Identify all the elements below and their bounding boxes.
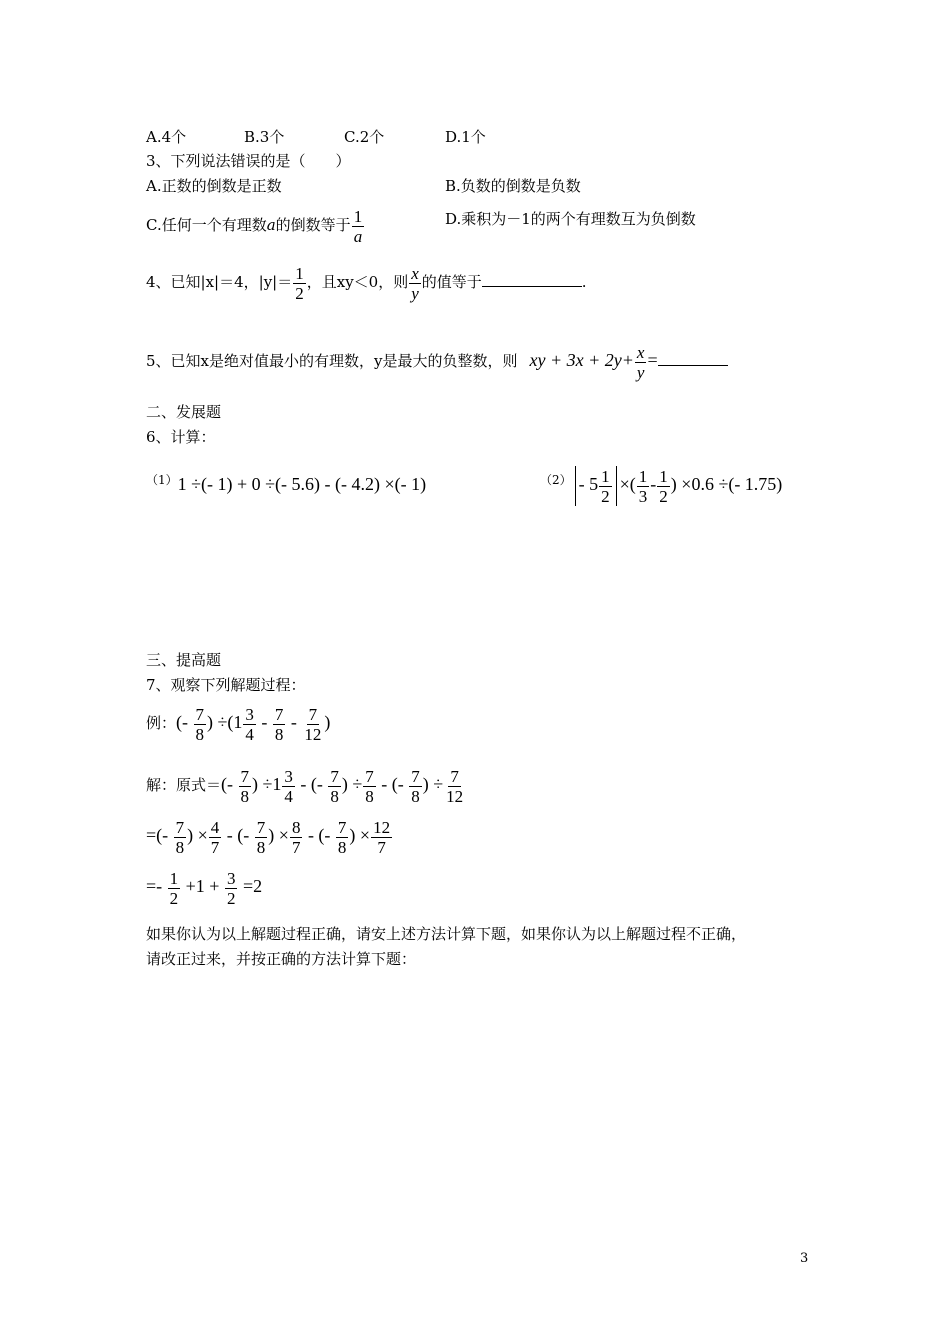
q3-option-c [146,206,365,246]
fraction: $\frac{7}{8}$ [256,817,266,857]
q6-2-label: （2） [540,473,572,487]
frac-numerator: 1 [295,263,304,283]
q6-1-expression: 1 ÷(- 1) + 0 ÷(- 5.6) - (- 4.2) ×(- 1) [177,474,427,494]
solution-line-1: 解：原式＝(- $\frac{7}{8}$ ) ÷1 $\frac{3}{4}$ - (- $\frac{7}{8}$ ) ÷ $\frac{7}{8}$ - (- $\frac{7}{8}$ ) ÷ $\frac{7}{12}$ [146,766,464,806]
q4-text2: ，且xy＜0，则 [306,273,409,291]
example-label: 例： [146,714,177,732]
q4-text3: 的值等于 [421,273,482,291]
q6-part2 [540,463,782,506]
frac-denominator: 2 [659,486,668,506]
solution-line-3: =- $\frac{1}{2}$ +1 + $\frac{3}{2}$ =2 [146,868,263,908]
frac-numerator: 1 [353,206,363,226]
fraction: $\frac{12}{7}$ [373,817,391,857]
fraction: $\frac{7}{8}$ [274,704,284,744]
fraction-one-over-a [352,207,365,246]
conclusion-line-1: 如果你认为以上解题过程正确，请安上述方法计算下题，如果你认为以上解题过程不正确， [146,925,747,943]
q3-option-a: A.正数的倒数是正数 [146,177,282,195]
q3-c-var: a [266,216,276,234]
fraction: $\frac{7}{8}$ [175,817,185,857]
fraction: $\frac{4}{7}$ [210,817,220,857]
q7-stem: 7、观察下列解题过程： [146,676,306,694]
fraction: $\frac{7}{8}$ [195,704,205,744]
fraction: $\frac{1}{2}$ [169,868,179,908]
fraction-one-third [637,467,650,506]
q5-text: 5、已知x是绝对值最小的有理数，y是最大的负整数，则 [146,352,518,370]
fraction: $\frac{3}{4}$ [284,766,293,806]
fraction-one-half [657,467,670,506]
frac-denominator: 2 [295,283,304,303]
q4-end: . [581,273,587,291]
abs-bar-left [575,466,576,506]
q2-option-c: C.2个 [344,128,385,146]
fraction: $\frac{7}{12}$ [304,704,322,744]
q6-2-times: ×( [619,474,636,494]
q4-text1: 4、已知|x|＝4，|y|＝ [146,273,293,291]
solution-line-2: =(- $\frac{7}{8}$ ) × $\frac{4}{7}$ - (- $\frac{7}{8}$ ) × $\frac{8}{7}$ - (- $\frac{7}{8}$ ) × $\frac{12}{7}$ [146,817,391,857]
section-3-title: 三、提高题 [146,651,222,669]
q3-c-text2: 的倒数等于 [275,216,351,234]
solution-label: 解：原式＝ [146,776,222,794]
fraction: $\frac{3}{2}$ [226,868,236,908]
frac-numerator: 1 [659,466,668,486]
q5-equals: = [647,350,658,370]
fraction: $\frac{7}{8}$ [337,817,347,857]
q4-question [146,262,587,303]
page-number: 3 [800,1251,809,1266]
fraction: $\frac{7}{8}$ [411,766,420,806]
frac-denominator: y [411,283,419,303]
frac-numerator: x [411,263,419,283]
q2-option-b: B.3个 [244,128,285,146]
fraction: $\frac{3}{4}$ [245,704,254,744]
q3-stem: 3、下列说法错误的是（ ） [146,152,351,170]
section-2-title: 二、发展题 [146,403,222,421]
frac-denominator: a [353,226,363,246]
fraction-one-half [293,264,306,303]
frac-numerator: x [636,342,645,362]
q5-question [146,338,728,383]
fraction: $\frac{7}{8}$ [365,766,374,806]
frac-denominator: y [636,362,645,382]
fraction-x-over-y [409,264,421,303]
q6-1-label: （1） [146,473,178,487]
q3-c-text: C.任何一个有理数 [146,216,267,234]
q6-stem: 6、计算： [146,428,216,446]
conclusion-line-2: 请改正过来，并按正确的方法计算下题： [146,950,417,968]
q5-answer-blank[interactable] [658,365,728,366]
frac-numerator: 1 [601,466,610,486]
q6-2-minus2: - [650,474,657,494]
fraction: $\frac{8}{7}$ [291,817,301,857]
frac-numerator: 1 [638,466,648,486]
q6-2-tail: ) ×0.6 ÷(- 1.75) [670,474,783,494]
q3-option-b: B.负数的倒数是负数 [445,177,581,195]
q6-2-minus: - 5 [578,474,599,494]
frac-denominator: 3 [638,486,648,506]
fraction: $\frac{7}{8}$ [330,766,339,806]
fraction: $\frac{7}{12}$ [446,766,464,806]
frac-denominator: 2 [601,486,610,506]
fraction: $\frac{7}{8}$ [240,766,250,806]
q2-option-d: D.1个 [445,128,486,146]
fraction-x-over-y [635,343,647,382]
fraction-mixed-half [599,467,612,506]
q6-part1 [146,472,426,497]
abs-bar-right [616,466,617,506]
q5-expression: xy + 3x + 2y+ [529,350,634,370]
q2-option-a: A.4个 [146,128,187,146]
q4-answer-blank[interactable] [482,286,582,287]
example-expression: 例：(- $\frac{7}{8}$ ) ÷(1 $\frac{3}{4}$ - $\frac{7}{8}$ - $\frac{7}{12}$ ) [146,704,331,744]
q3-option-d: D.乘积为－1的两个有理数互为负倒数 [445,210,696,228]
